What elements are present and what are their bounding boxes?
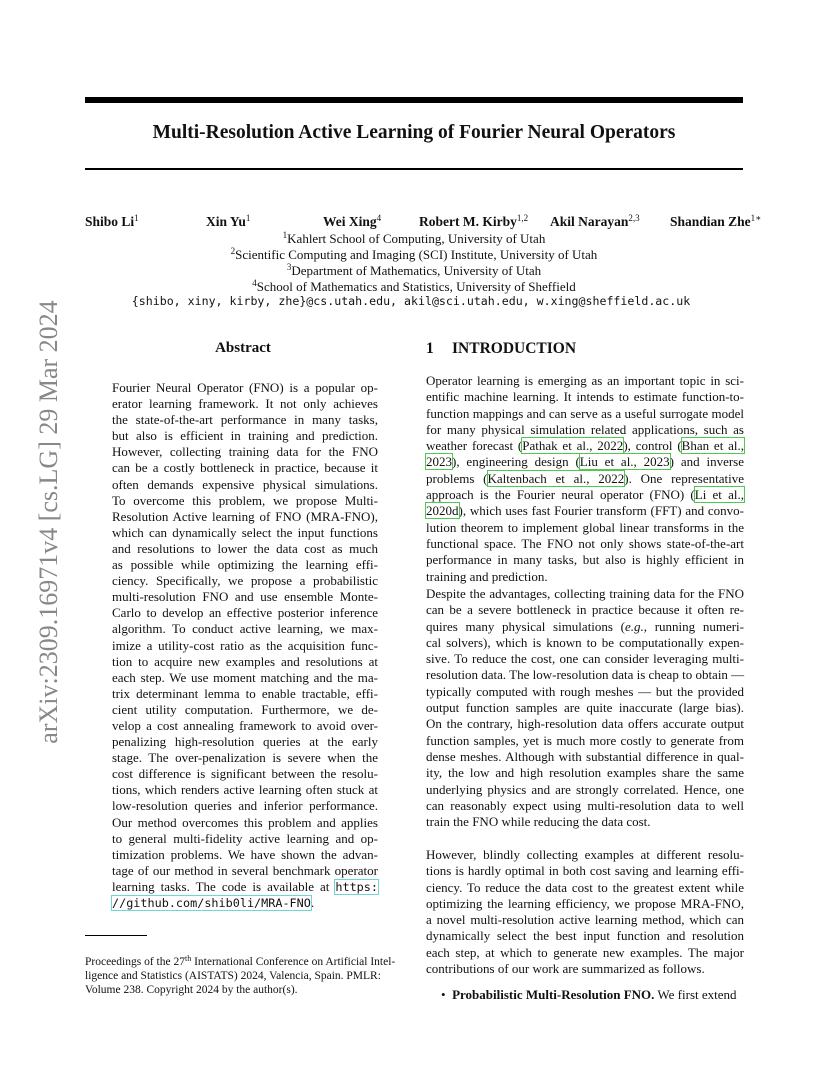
- section-heading-introduction: [426, 340, 576, 358]
- code-url-link[interactable]: https:: [335, 879, 378, 894]
- text-line: tions is hardly optimal in both cost saving and learning effi-: [426, 863, 744, 879]
- text-line: 2020d), which uses fast Fourier transform (FFT) and convo-: [426, 503, 744, 519]
- abstract-heading: Abstract: [215, 340, 271, 356]
- author: Robert M. Kirby$^{1,2}$: [419, 213, 529, 229]
- text-line: However, blindly collecting examples at different resolu-: [426, 847, 744, 862]
- abstract-line: and resolutions to lower the data cost as much: [112, 540, 378, 556]
- text-line: underlying physics and are strongly correlated. Hence, one: [426, 781, 744, 797]
- proceedings-footnote: [85, 952, 403, 997]
- abstract-line: but also is efficient in training and prediction.: [112, 428, 378, 444]
- text-line: On the contrary, high-resolution data offers accurate output: [426, 716, 744, 732]
- footnote-line: ligence and Statistics (AISTATS) 2024, Valencia, Spain. PMLR:: [85, 970, 381, 982]
- author: Shandian Zhe$^{1∗}$: [670, 213, 762, 229]
- abstract-line: as possible while optimizing the learning effi-: [112, 557, 378, 573]
- author: Wei Xing$^4$: [323, 213, 382, 229]
- citation-link[interactable]: 2023: [426, 454, 452, 470]
- abstract-line: each step. We use moment matching and the ma-: [112, 669, 378, 685]
- section-number: 1: [426, 340, 434, 357]
- abstract-line: cient utility computation. Furthermore, we de-: [112, 701, 378, 717]
- text-line: 2023), engineering design (Liu et al., 2023) and inverse: [426, 454, 744, 470]
- abstract-line: the state-of-the-art performance in many tasks,: [112, 412, 378, 428]
- author: Xin Yu$^1$: [206, 213, 251, 229]
- text-line: problems (Kaltenbach et al., 2022). One representative: [426, 470, 744, 486]
- abstract-line: stage. The over-penalization is severe when the: [112, 750, 378, 766]
- abstract-line: Fourier Neural Operator (FNO) is a popular op-: [112, 380, 378, 395]
- text-line: entific machine learning. It intends to estimate function-to-: [426, 389, 744, 405]
- abstract-body: [112, 380, 378, 911]
- section-title: INTRODUCTION: [452, 340, 577, 357]
- text-line: ity, the low and high resolution examples share the same: [426, 765, 744, 781]
- text-line: dynamically select the best input function and resolution: [426, 928, 744, 944]
- text-line: lution theorem to implement global linear transforms in the: [426, 519, 744, 535]
- abstract-line: algorithm. To conduct active learning, we max-: [112, 621, 378, 637]
- author: Shibo Li$^1$: [85, 213, 139, 229]
- abstract-line: timization problems. We have shown the advan-: [112, 846, 378, 862]
- text-line: functional space. The FNO not only shows state-of-the-art: [426, 535, 744, 551]
- paper-title: Multi-Resolution Active Learning of Fourier Neural Operators: [152, 122, 676, 143]
- text-line: output function samples are quite inaccurate (large bias).: [426, 700, 744, 716]
- abstract-line: Carlo to develop an effective posterior inference: [112, 605, 378, 621]
- abstract-line: However, collecting training data for the FNO: [112, 444, 378, 460]
- abstract-line: penalizing high-resolution queries at the early: [112, 734, 378, 750]
- text-line: quires many physical simulations (e.g., running numeri-: [426, 618, 744, 634]
- abstract-line: which can dynamically select the input functions: [112, 524, 378, 540]
- text-line: resolution data. The low-resolution data is cheap to obtain —: [426, 667, 745, 683]
- code-url-link[interactable]: //github.com/shib0li/MRA-FNO: [112, 896, 311, 910]
- text-line: ciency. To reduce the data cost to the greatest extent while: [426, 879, 744, 895]
- abstract-line: tage of our method in several benchmark operator: [112, 862, 378, 878]
- text-line: can reasonably expect using multi-resolution data to well: [426, 797, 744, 813]
- affiliation: $^3$Department of Mathematics, University of Utah: [286, 262, 542, 278]
- citation-link[interactable]: 2020d: [426, 503, 459, 519]
- text-line: typically computed with rough meshes — but the provided: [426, 683, 744, 699]
- text-line: a novel multi-resolution active learning method, which can: [426, 912, 744, 928]
- arxiv-stamp-text: arXiv:2309.16971v4 [cs.LG] 29 Mar 2024: [34, 300, 63, 744]
- affiliation: $^4$School of Mathematics and Statistics, University of Sheffield: [252, 278, 576, 294]
- abstract-line: to general multi-fidelity active learning and op-: [112, 830, 378, 846]
- footnote-line: Volume 238. Copyright 2024 by the author(s).: [85, 984, 298, 996]
- text-line: dense meshes. Although with substantial difference in qual-: [426, 748, 744, 764]
- citation-link[interactable]: Li et al.,: [694, 487, 744, 503]
- citation-link[interactable]: Liu et al., 2023: [579, 454, 670, 470]
- text-line: sive. To reduce the cost, one can consider leveraging multi-: [426, 651, 744, 667]
- abstract-line: velop a cost annealing framework to avoid over-: [112, 717, 378, 733]
- text-line: optimizing the learning efficiency, we propose MRA-FNO,: [426, 895, 744, 911]
- text-line: function mappings and can serve as a useful surrogate model: [426, 405, 744, 421]
- abstract-line: often demands expensive physical simulations.: [112, 476, 378, 492]
- intro-paragraph-2: [426, 586, 744, 830]
- citation-link[interactable]: Kaltenbach et al., 2022: [487, 470, 625, 486]
- abstract-line: //github.com/shib0li/MRA-FNO.: [112, 895, 315, 910]
- abstract-line: To overcome this problem, we propose Multi-: [112, 492, 378, 508]
- abstract-line: tion to acquire new examples and resolutions at: [112, 653, 378, 669]
- author: Akil Narayan$^{2,3}$: [550, 213, 640, 229]
- affiliation: $^1$Kahlert School of Computing, University of Utah: [282, 230, 546, 246]
- abstract-line: tions, which renders active learning often stuck at: [112, 782, 378, 798]
- citation-link[interactable]: Pathak et al., 2022: [522, 438, 624, 454]
- abstract-line: trix determinant lemma to enable tractable, effi-: [112, 685, 378, 701]
- bullet-marker: •: [441, 987, 446, 1002]
- text-line: contributions of our work are summarized as follows.: [426, 961, 705, 977]
- intro-paragraph-3: [426, 847, 744, 977]
- title-top-rule: [85, 97, 743, 103]
- citation-link[interactable]: Bhan et al.,: [681, 438, 744, 454]
- text-line: train the FNO while reducing the data cost.: [426, 814, 651, 830]
- text-line: performance in many tasks, but also is highly efficient in: [426, 552, 744, 568]
- abstract-line: can be a costly bottleneck in practice, because it: [112, 460, 378, 476]
- author-emails: {shibo, xiny, kirby, zhe}@cs.utah.edu, akil@sci.utah.edu, w.xing@sheffield.ac.uk: [131, 294, 691, 308]
- abstract-line: Resolution Active learning of FNO (MRA-FNO),: [112, 508, 378, 524]
- text-line: approach is the Fourier neural operator (FNO) (Li et al.,: [426, 487, 744, 503]
- text-line: weather forecast (Pathak et al., 2022), control (Bhan et al.,: [426, 438, 744, 454]
- text-line: Operator learning is emerging as an important topic in sci-: [426, 373, 744, 388]
- abstract-line: multi-resolution FNO and use ensemble Monte-: [112, 589, 378, 605]
- bullet-text: We first extend: [654, 987, 737, 1002]
- abstract-line: ciency. Specifically, we propose a probabilistic: [112, 573, 378, 589]
- footnote-rule: [85, 935, 147, 936]
- arxiv-stamp: [34, 287, 64, 757]
- abstract-line: learning tasks. The code is available at https:: [112, 878, 378, 894]
- text-line: function samples, yet is much more costly to generate from: [426, 732, 744, 748]
- text-line: can be a severe bottleneck in practice because it often re-: [426, 602, 744, 618]
- footnote-line: Proceedings of the 27th International Conference on Artificial Intel-: [85, 954, 396, 968]
- text-line: Despite the advantages, collecting training data for the FNO: [426, 586, 744, 601]
- text-line: each step, at which to generate new examples. The major: [426, 944, 744, 960]
- abstract-line: low-resolution queries and inferior performance.: [112, 798, 378, 814]
- text-line: cal solvers), which is known to be computationally expen-: [426, 634, 744, 650]
- text-line: training and prediction.: [426, 568, 548, 584]
- abstract-line: erator learning framework. It not only achieves: [112, 396, 378, 412]
- intro-paragraph-1: [426, 373, 744, 585]
- contribution-bullet: [441, 987, 751, 1003]
- abstract-line: Our method overcomes this problem and applies: [112, 814, 378, 830]
- text-line: for many physical simulation related applications, such as: [426, 421, 744, 437]
- title-bottom-rule: [85, 168, 743, 170]
- bullet-title: Probabilistic Multi-Resolution FNO.: [452, 987, 655, 1002]
- affiliation: $^2$Scientific Computing and Imaging (SCI) Institute, University of Utah: [230, 246, 598, 262]
- abstract-line: cost difference is significant between the resolu-: [112, 766, 378, 782]
- abstract-line: imize a utility-cost ratio as the acquisition func-: [112, 637, 378, 653]
